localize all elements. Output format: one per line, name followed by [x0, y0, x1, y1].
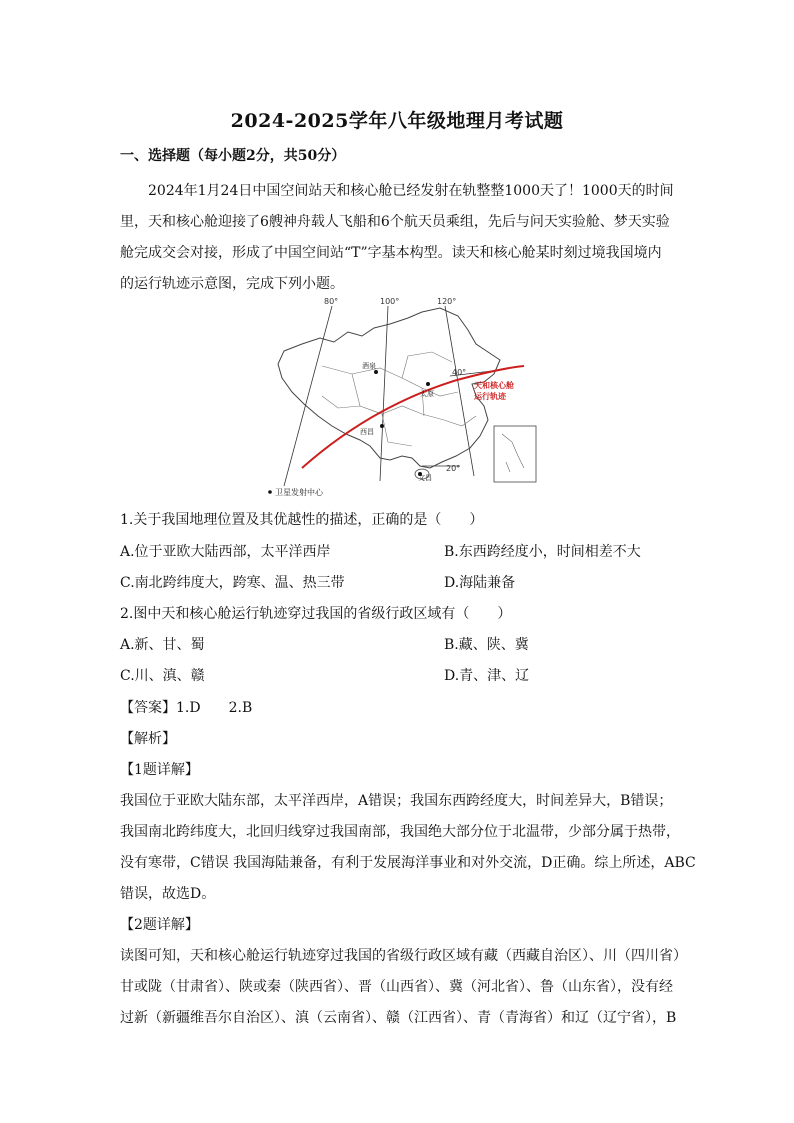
lon-label-120: 120°	[437, 297, 457, 306]
question-2-stem: 2.图中天和核心舱运行轨迹穿过我国的省级行政区域有（ ）	[120, 606, 512, 622]
lon-label-100: 100°	[380, 297, 400, 306]
question-2-option-d: D.青、津、辽	[444, 668, 530, 684]
question-2-option-c: C.川、滇、赣	[120, 668, 205, 684]
question-1-stem: 1.关于我国地理位置及其优越性的描述，正确的是（ ）	[120, 512, 484, 528]
detail-1-line-2: 我国南北跨纬度大，北回归线穿过我国南部，我国绝大部分位于北温带，少部分属于热带，	[120, 824, 680, 840]
intro-line-1: 2024年1月24日中国空间站天和核心舱已经发射在轨整整1000天了！1000天的时间	[148, 183, 674, 199]
question-1-option-b: B.东西跨经度小，时间相差不大	[444, 544, 641, 560]
south-china-sea-inset	[494, 426, 536, 482]
question-1-option-c: C.南北跨纬度大，跨寒、温、热三带	[120, 575, 345, 591]
meridian-100	[380, 306, 388, 481]
orbit-map-figure	[262, 296, 552, 502]
question-1-option-a: A.位于亚欧大陆西部，太平洋西岸	[120, 544, 331, 560]
section-heading: 一、选择题（每小题2分，共50分）	[120, 148, 346, 164]
city-label-jiuquan: 酒泉	[362, 362, 376, 370]
detail-1-heading: 【1题详解】	[120, 762, 199, 778]
intro-line-2: 里，天和核心舱迎接了6艘神舟载人飞船和6个航天员乘组，先后与问天实验舱、梦天实验	[120, 214, 670, 230]
detail-2-line-2: 甘或陇（甘肃省）、陕或秦（陕西省）、晋（山西省）、冀（河北省）、鲁（山东省），没有经	[120, 979, 673, 995]
analysis-heading: 【解析】	[120, 731, 176, 747]
jiuquan-dot	[374, 370, 378, 374]
meridian-120	[445, 306, 474, 476]
intro-line-4: 的运行轨迹示意图，完成下列小题。	[120, 276, 344, 292]
detail-2-line-3: 过新（新疆维吾尔自治区）、滇（云南省）、赣（江西省）、青（青海省）和辽（辽宁省），B	[120, 1010, 677, 1026]
legend-dot	[268, 490, 272, 494]
detail-2-heading: 【2题详解】	[120, 917, 199, 933]
detail-1-line-3: 没有寒带，C错误 我国海陆兼备，有利于发展海洋事业和对外交流，D正确。综上所述，ABC	[120, 855, 696, 871]
lat-label-20: 20°	[446, 464, 461, 473]
question-1-option-d: D.海陆兼备	[444, 575, 516, 591]
question-2-option-b: B.藏、陕、冀	[444, 637, 529, 653]
city-label-wenchang: 文昌	[418, 474, 432, 482]
city-label-xichang: 西昌	[360, 428, 374, 436]
city-label-taiyuan: 太原	[420, 390, 434, 398]
detail-1-line-1: 我国位于亚欧大陆东部，太平洋西岸，A错误；我国东西跨经度大，时间差异大，B错误；	[120, 793, 673, 809]
answer-line: 【答案】1.D 2.B	[120, 700, 253, 716]
track-label-line1: 天和核心舱	[474, 381, 514, 390]
orbit-map	[262, 296, 552, 502]
legend-label: 卫星发射中心	[275, 488, 323, 497]
detail-1-line-4: 错误，故选D。	[120, 886, 216, 902]
province-borders	[322, 352, 476, 446]
meridian-80	[284, 306, 332, 486]
china-outline	[278, 308, 500, 468]
taiyuan-dot	[426, 382, 430, 386]
lat-label-40: 40°	[452, 368, 467, 377]
track-label-line2: 运行轨迹	[474, 392, 506, 401]
question-2-option-a: A.新、甘、蜀	[120, 637, 205, 653]
detail-2-line-1: 读图可知，天和核心舱运行轨迹穿过我国的省级行政区域有藏（西藏自治区）、川（四川省）	[120, 948, 687, 964]
xichang-dot	[380, 424, 384, 428]
lon-label-80: 80°	[324, 297, 339, 306]
intro-line-3: 舱完成交会对接，形成了中国空间站“T”字基本构型。读天和核心舱某时刻过境我国境内	[120, 245, 662, 261]
page-title: 2024-2025学年八年级地理月考试题	[230, 110, 564, 132]
